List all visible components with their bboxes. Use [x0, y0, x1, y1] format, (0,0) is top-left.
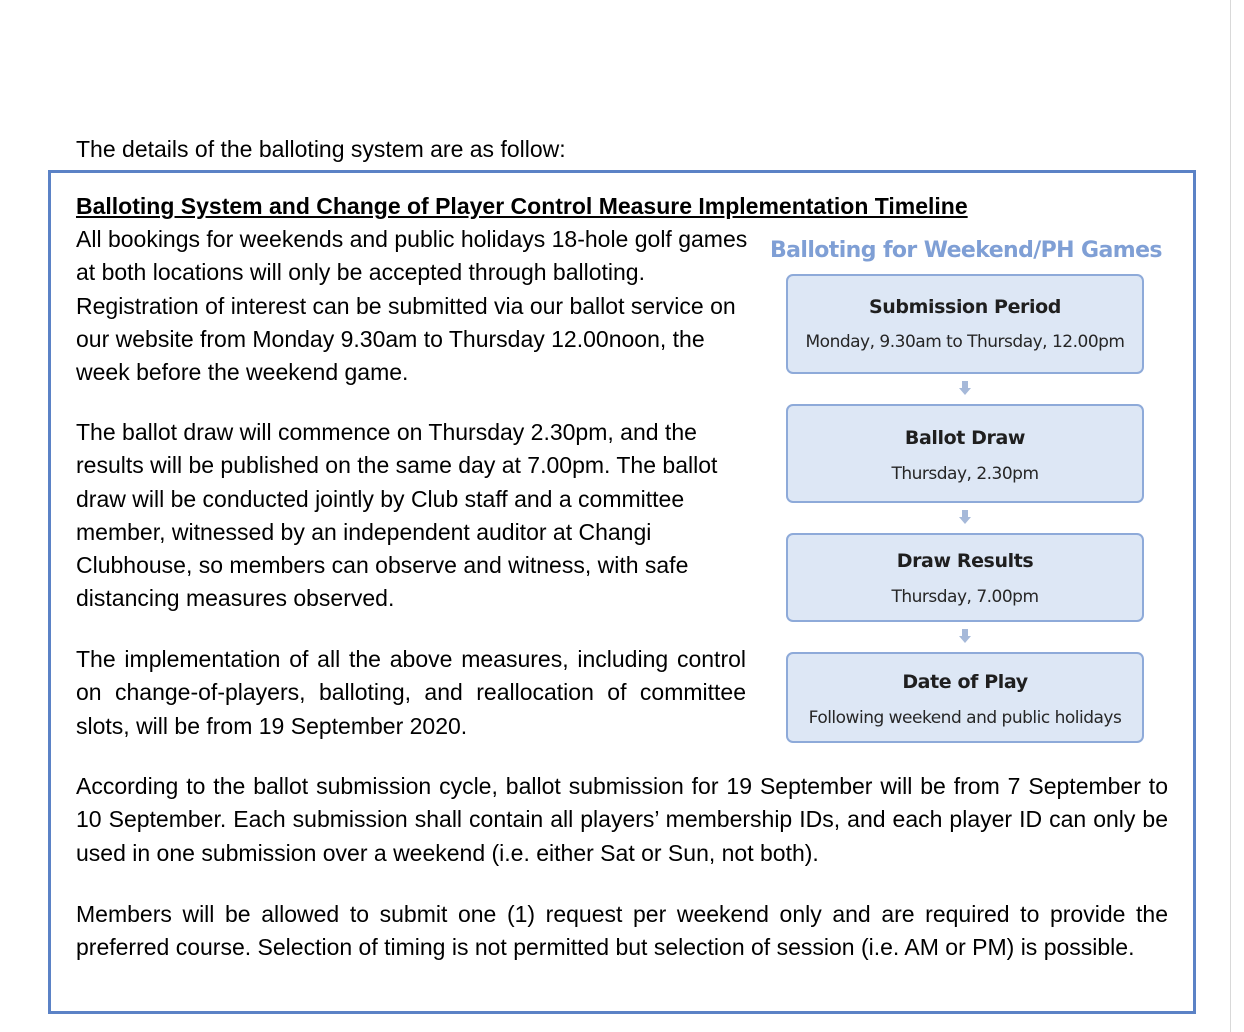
- arrow-down-icon: [958, 381, 972, 395]
- arrow-down-icon: [958, 510, 972, 524]
- step-detail: Thursday, 2.30pm: [891, 464, 1039, 484]
- step-ballot-draw: [786, 404, 1144, 503]
- paragraph-implementation: The implementation of all the above measures, including control on change-of-players, balloting, and reallocation of committee slots, will be from 19 September 2020.: [76, 646, 746, 739]
- step-detail: Following weekend and public holidays: [808, 708, 1122, 728]
- step-title: Draw Results: [896, 550, 1034, 572]
- step-date-of-play: [786, 652, 1144, 743]
- step-detail: Monday, 9.30am to Thursday, 12.00pm: [805, 332, 1125, 352]
- step-title: Submission Period: [869, 296, 1061, 318]
- page-edge-rule: [1230, 0, 1231, 1032]
- paragraph-request-rules: Members will be allowed to submit one (1) request per weekend only and are required to provide the preferred course. Selection of timing is not permitted but selection of session (i.e. AM or PM) is possible.: [76, 901, 1168, 961]
- step-submission-period: [786, 274, 1144, 374]
- paragraph-bookings: All bookings for weekends and public holidays 18-hole golf games at both locations will only be accepted through balloting. Registration of interest can be submitted via our ballot service on our website from Monday 9.30am to Thursday 12.00noon, the week before the weekend game.: [76, 226, 748, 386]
- paragraph-ballot-draw: The ballot draw will commence on Thursday 2.30pm, and the results will be published on the same day at 7.00pm. The ballot draw will be conducted jointly by Club staff and a committee member, witnessed by an independent auditor at Changi Clubhouse, so members can observe and witness, with safe distancing measures observed.: [76, 419, 718, 612]
- intro-text: The details of the balloting system are as follow:: [76, 136, 566, 162]
- step-title: Date of Play: [902, 671, 1028, 693]
- step-detail: Thursday, 7.00pm: [891, 587, 1039, 607]
- section-heading: Balloting System and Change of Player Control Measure Implementation Timeline: [76, 193, 968, 219]
- step-title: Ballot Draw: [904, 427, 1026, 449]
- step-draw-results: [786, 533, 1144, 622]
- paragraph-submission-cycle: According to the ballot submission cycle, ballot submission for 19 September will be from 7 September to 10 September. Each submission shall contain all players’ membership IDs, and each player ID can only be used in one submission over a weekend (i.e. either Sat or Sun, not both).: [76, 773, 1168, 866]
- flowchart-title: Balloting for Weekend/PH Games: [770, 238, 1162, 263]
- arrow-down-icon: [958, 629, 972, 643]
